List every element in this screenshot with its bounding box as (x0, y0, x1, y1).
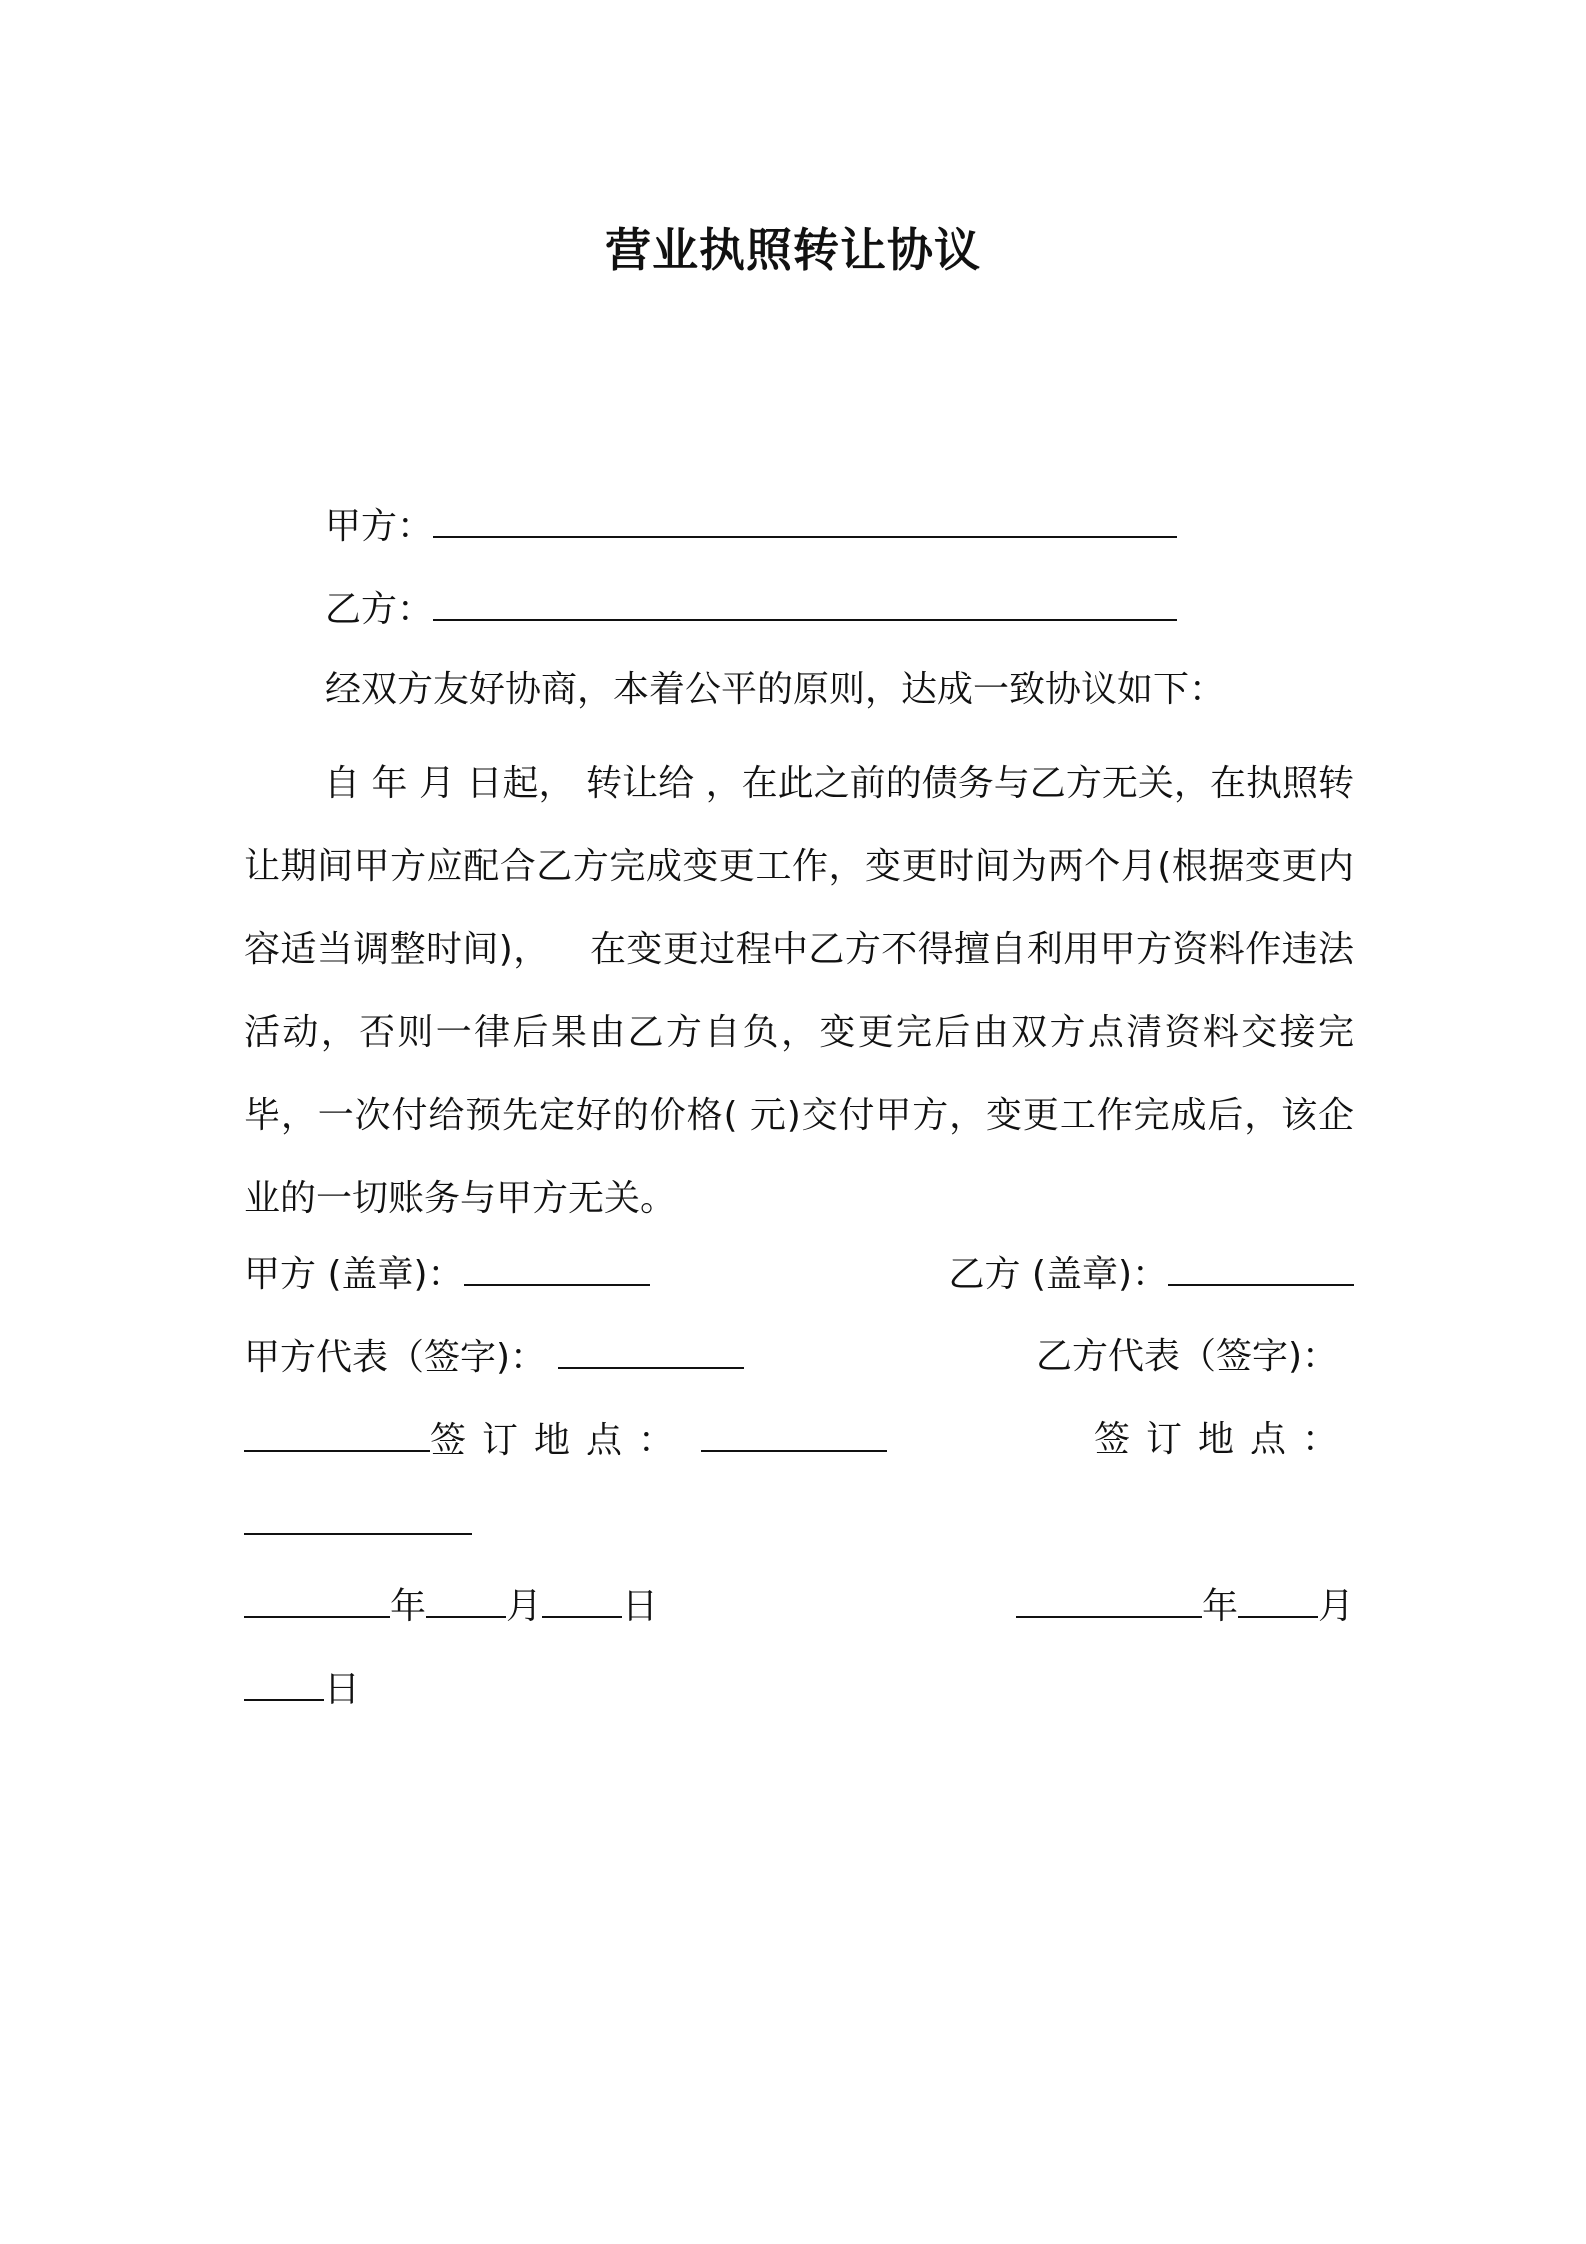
party-b-label: 乙方： (325, 589, 434, 630)
party-a-blank (433, 502, 1177, 538)
party-b-line (325, 585, 1177, 634)
clause-part-1: 自 年 月 日起， 转让给 ，在此之前的债务与乙方无关，在执照转让期间甲方应配合乙方完成变更工作，变更时间为两个月(根据变更内容适当调整时间)， (244, 763, 1354, 970)
party-a-line (325, 502, 1177, 551)
place-right-blank (244, 1499, 472, 1535)
party-b-seal: 乙方 (盖章)： (948, 1250, 1354, 1299)
party-b-rep: 乙方代表（签字)： (1035, 1336, 1338, 1377)
document-title: 营业执照转让协议 (605, 223, 981, 277)
party-a-seal: 甲方 (盖章)： (244, 1250, 650, 1299)
date-right-day: 日 (324, 1669, 361, 1710)
place-left: 签订地点： (244, 1416, 887, 1465)
date-right: 年 月 (1016, 1582, 1354, 1631)
clause-part-2: 在变更过程中乙方不得擅自利用甲方资料作违法活动，否则一律后果由乙方自负，变更完后由双方点清资料交接完毕，一次付给预先定好的价格( 元)交付甲方，变更工作完成后，该企业的一切账务与甲方无关。 (244, 929, 1354, 1219)
party-b-blank (433, 585, 1177, 621)
party-a-rep: 甲方代表（签字)： (244, 1333, 744, 1382)
clause-paragraph (244, 742, 1354, 1240)
place-right: 签订地点： (1093, 1419, 1354, 1460)
intro-line: 经双方友好协商，本着公平的原则，达成一致协议如下： (325, 669, 1226, 710)
party-a-label: 甲方： (325, 506, 434, 547)
date-left: 年 月 日 (244, 1582, 658, 1631)
